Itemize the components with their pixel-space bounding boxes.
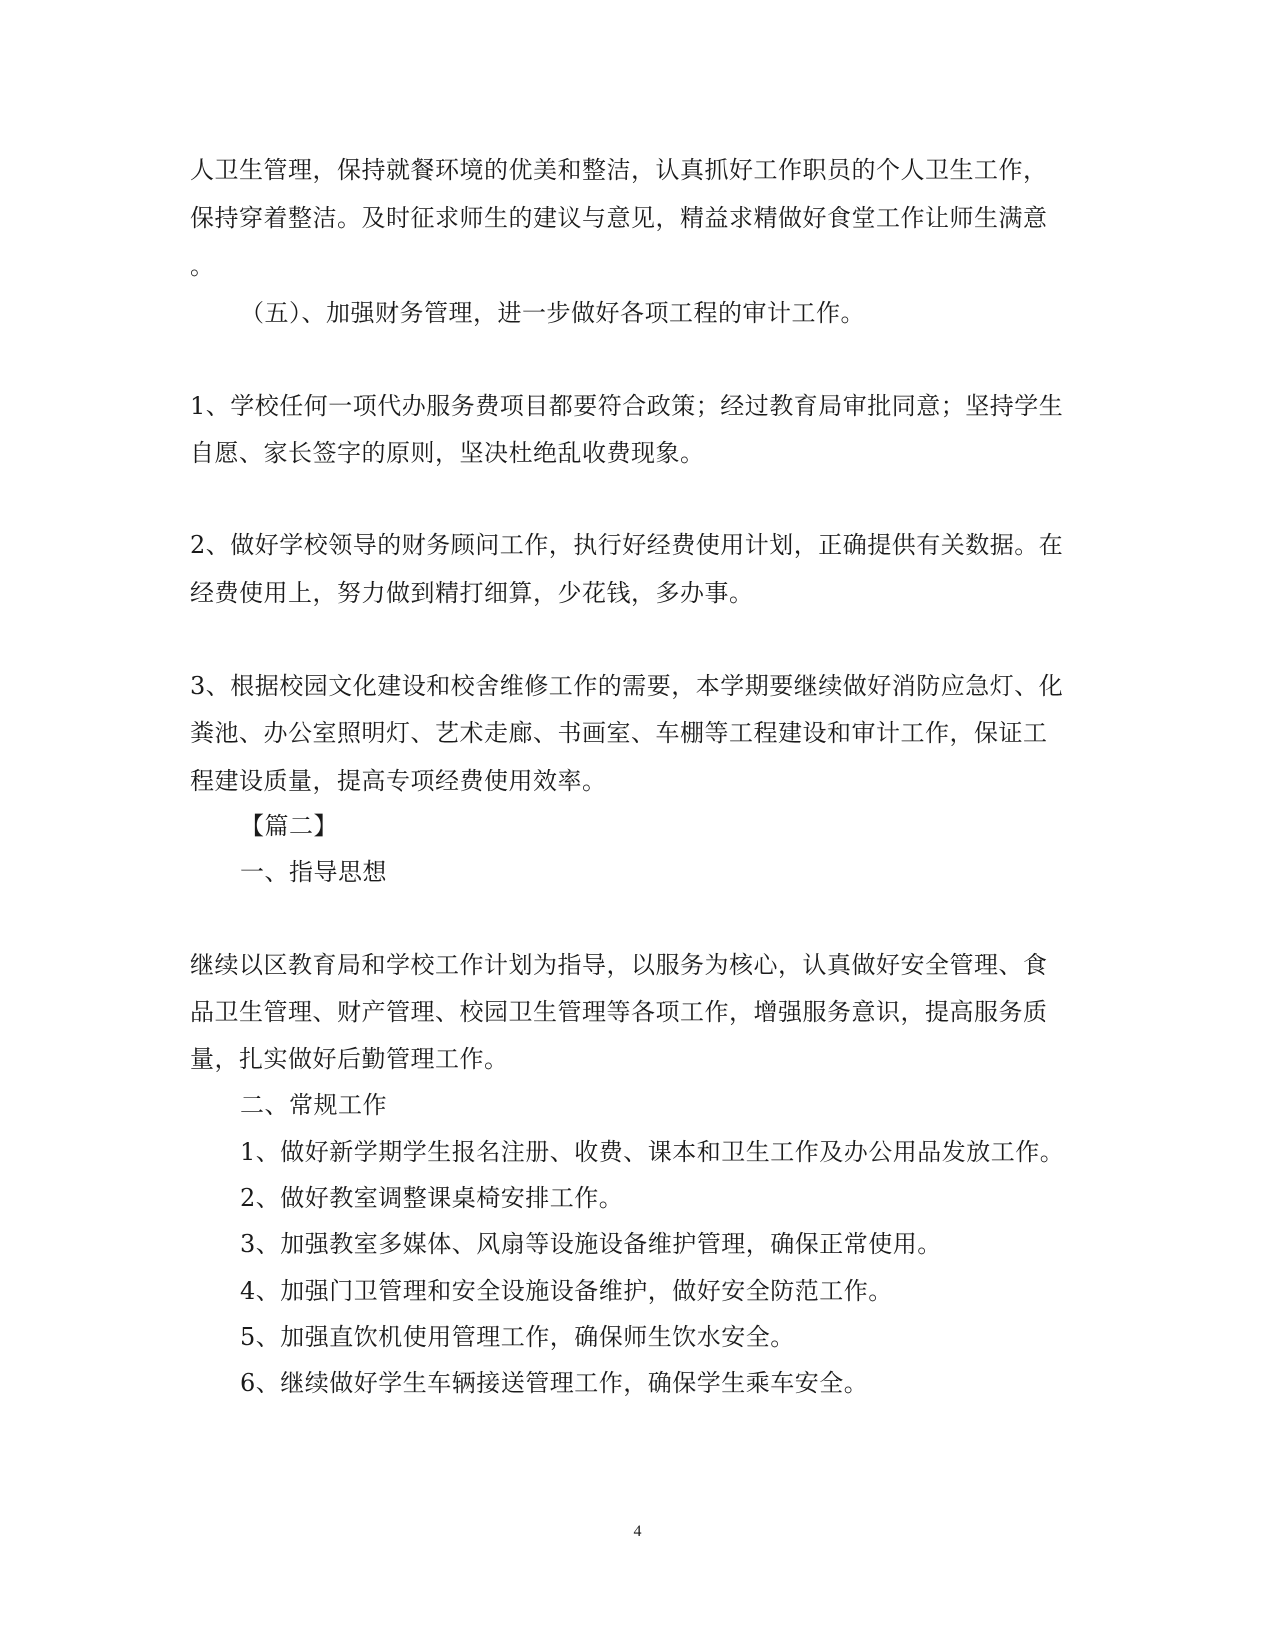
finance-item-1-line-1: 1、学校任何一项代办服务费项目都要符合政策；经过教育局审批同意；坚持学生 bbox=[190, 392, 1064, 420]
canteen-line-2: 保持穿着整洁。及时征求师生的建议与意见，精益求精做好食堂工作让师生满意 bbox=[190, 204, 1048, 232]
finance-item-3-line-2: 粪池、办公室照明灯、艺术走廊、书画室、车棚等工程建设和审计工作，保证工 bbox=[190, 719, 1048, 747]
finance-item-2-line-1: 2、做好学校领导的财务顾问工作，执行好经费使用计划，正确提供有关数据。在 bbox=[190, 531, 1064, 559]
heading-finance: （五）、加强财务管理，进一步做好各项工程的审计工作。 bbox=[240, 299, 865, 327]
heading-routine-work: 二、常规工作 bbox=[240, 1091, 387, 1119]
guiding-line-3: 量，扎实做好后勤管理工作。 bbox=[190, 1045, 509, 1073]
routine-item-4: 4、加强门卫管理和安全设施设备维护，做好安全防范工作。 bbox=[240, 1277, 893, 1305]
routine-item-1: 1、做好新学期学生报名注册、收费、课本和卫生工作及办公用品发放工作。 bbox=[240, 1138, 1065, 1166]
section-title: 【篇二】 bbox=[240, 812, 338, 840]
guiding-line-2: 品卫生管理、财产管理、校园卫生管理等各项工作，增强服务意识，提高服务质 bbox=[190, 998, 1048, 1026]
canteen-line-1: 人卫生管理，保持就餐环境的优美和整洁，认真抓好工作职员的个人卫生工作， bbox=[190, 156, 1048, 184]
finance-item-3-line-3: 程建设质量，提高专项经费使用效率。 bbox=[190, 767, 607, 795]
page-number: 4 bbox=[633, 1523, 642, 1540]
finance-item-3-line-1: 3、根据校园文化建设和校舍维修工作的需要，本学期要继续做好消防应急灯、化 bbox=[190, 672, 1064, 700]
heading-guiding-ideology: 一、指导思想 bbox=[240, 858, 387, 886]
canteen-line-3: 。 bbox=[190, 252, 215, 280]
routine-item-2: 2、做好教室调整课桌椅安排工作。 bbox=[240, 1184, 624, 1212]
finance-item-2-line-2: 经费使用上，努力做到精打细算，少花钱，多办事。 bbox=[190, 579, 754, 607]
routine-item-5: 5、加强直饮机使用管理工作，确保师生饮水安全。 bbox=[240, 1323, 795, 1351]
guiding-line-1: 继续以区教育局和学校工作计划为指导，以服务为核心，认真做好安全管理、食 bbox=[190, 951, 1048, 979]
routine-item-3: 3、加强教室多媒体、风扇等设施设备维护管理，确保正常使用。 bbox=[240, 1230, 942, 1258]
routine-item-6: 6、继续做好学生车辆接送管理工作，确保学生乘车安全。 bbox=[240, 1369, 869, 1397]
finance-item-1-line-2: 自愿、家长签字的原则，坚决杜绝乱收费现象。 bbox=[190, 439, 705, 467]
